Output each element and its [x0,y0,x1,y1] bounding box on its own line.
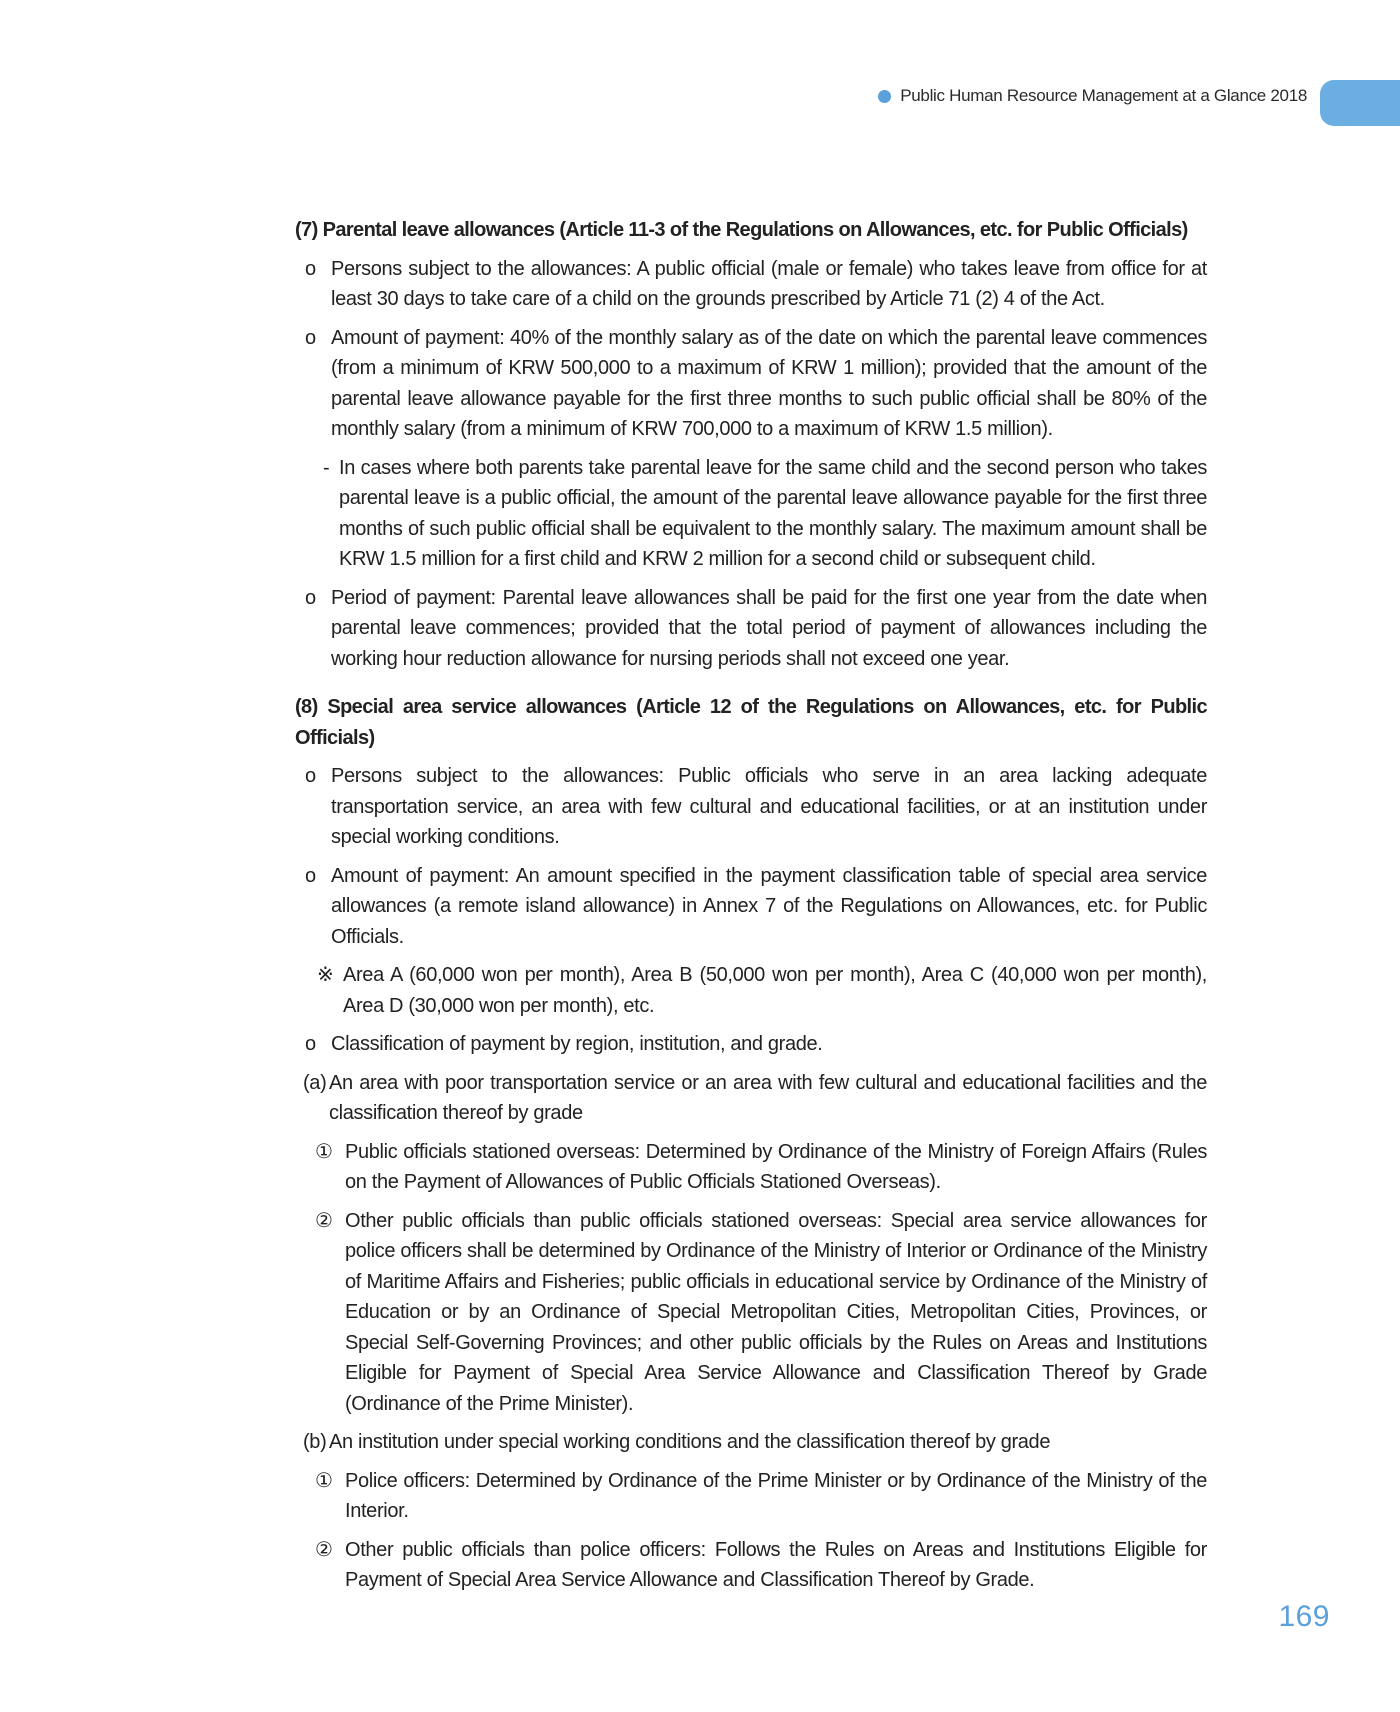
list-item-text: Police officers: Determined by Ordinance of the Prime Minister or by Ordinance of the Ministry of the Interior. [345,1469,1207,1522]
section-8-b-item-1 [315,1466,1207,1527]
circled-number-2-icon: ② [315,1538,333,1561]
circled-number-2-icon: ② [315,1209,333,1232]
section-8-a-item-2 [315,1206,1207,1420]
list-marker: o [305,864,316,887]
running-header-title: Public Human Resource Management at a Glance 2018 [900,86,1307,105]
section-7-item-3 [305,583,1207,675]
list-item-text: Period of payment: Parental leave allowances shall be paid for the first one year from the date when parental leave commences; provided that the total period of payment of allowances including the working hour reduction allowance for nursing periods shall not exceed one year. [331,586,1207,670]
bullet-dot-icon [878,90,891,103]
list-item-text: Public officials stationed overseas: Determined by Ordinance of the Ministry of Foreign Affairs (Rules on the Payment of Allowances of Public Officials Stationed Overseas). [345,1140,1207,1193]
list-marker: o [305,765,316,787]
section-8-item-2 [305,861,1207,953]
list-item-text: Classification of payment by region, institution, and grade. [331,1033,823,1055]
list-item-text: Persons subject to the allowances: A public official (male or female) who takes leave from office for at least 30 days to take care of a child on the grounds prescribed by Article 71 (2) 4 of the Act. [331,257,1207,310]
list-marker: (a) [303,1071,327,1094]
section-7-subitem [323,453,1207,575]
list-marker: o [305,1033,316,1055]
list-marker: (b) [303,1431,327,1453]
list-item-text: An institution under special working conditions and the classification thereof by grade [329,1431,1051,1453]
list-item-text: Amount of payment: 40% of the monthly salary as of the date on which the parental leave commences (from a minimum of KRW 500,000 to a maximum of KRW 1 million); provided that the amount of the parental leave allowance payable for the first three months to such public official shall be 80% of the monthly salary (from a minimum of KRW 700,000 to a maximum of KRW 1.5 million). [331,326,1207,440]
list-item-text: Amount of payment: An amount specified in the payment classification table of special area service allowances (a remote island allowance) in Annex 7 of the Regulations on Allowances, etc. for Public Officials. [331,864,1207,948]
list-marker: o [305,326,316,349]
circled-number-1-icon: ① [315,1469,333,1492]
section-8-a-item-1 [315,1137,1207,1198]
section-8-item-3 [305,1029,1207,1060]
section-8-b-item-2 [315,1535,1207,1596]
section-7-item-1 [305,254,1207,315]
reference-mark-icon: ※ [317,964,334,986]
list-marker: o [305,586,316,609]
note-text: Area A (60,000 won per month), Area B (50,000 won per month), Area C (40,000 won per month), Area D (30,000 won per month), etc. [343,964,1207,1017]
section-7-item-2 [305,323,1207,445]
section-8-title: (8) Special area service allowances (Article 12 of the Regulations on Allowances, etc. for Public Officials) [295,696,1207,749]
list-item-text: Persons subject to the allowances: Public officials who serve in an area lacking adequate transportation service, an area with few cultural and educational facilities, or at an institution under special working conditions. [331,765,1207,848]
list-marker: - [323,456,330,479]
list-item-text: Other public officials than public officials stationed overseas: Special area service allowances for police officers shall be determined by Ordinance of the Ministry of Interior or Ordinance of the Ministry of Maritime Affairs and Fisheries; public officials in educational service by Ordinance of the Ministry of Education or by an Ordinance of Special Metropolitan Cities, Metropolitan Cities, Provinces, or Special Self-Governing Provinces; and other public officials by the Rules on Areas and Institutions Eligible for Payment of Special Area Service Allowance and Classification Thereof by Grade (Ordinance of the Prime Minister). [345,1209,1207,1415]
section-8-note [317,960,1207,1021]
section-8-paragraph-a [303,1068,1207,1129]
list-item-text: Other public officials than police officers: Follows the Rules on Areas and Institutions Eligible for Payment of Special Area Service Allowance and Classification Thereof by Grade. [345,1538,1207,1591]
section-8-paragraph-b [303,1427,1207,1458]
running-header [878,86,1307,106]
list-marker: o [305,257,316,280]
chapter-tab-marker [1320,80,1400,126]
page-number: 169 [1278,1600,1330,1633]
list-item-text: An area with poor transportation service or an area with few cultural and educational facilities and the classification thereof by grade [329,1071,1207,1124]
section-7-title: (7) Parental leave allowances (Article 11-3 of the Regulations on Allowances, etc. for Public Officials) [295,219,1188,241]
page-body [295,215,1207,1604]
circled-number-1-icon: ① [315,1140,333,1163]
section-8-item-1 [305,761,1207,853]
list-item-text: In cases where both parents take parental leave for the same child and the second person who takes parental leave is a public official, the amount of the parental leave allowance payable for the first three months of such public official shall be equivalent to the monthly salary. The maximum amount shall be KRW 1.5 million for a first child and KRW 2 million for a second child or subsequent child. [339,456,1207,570]
